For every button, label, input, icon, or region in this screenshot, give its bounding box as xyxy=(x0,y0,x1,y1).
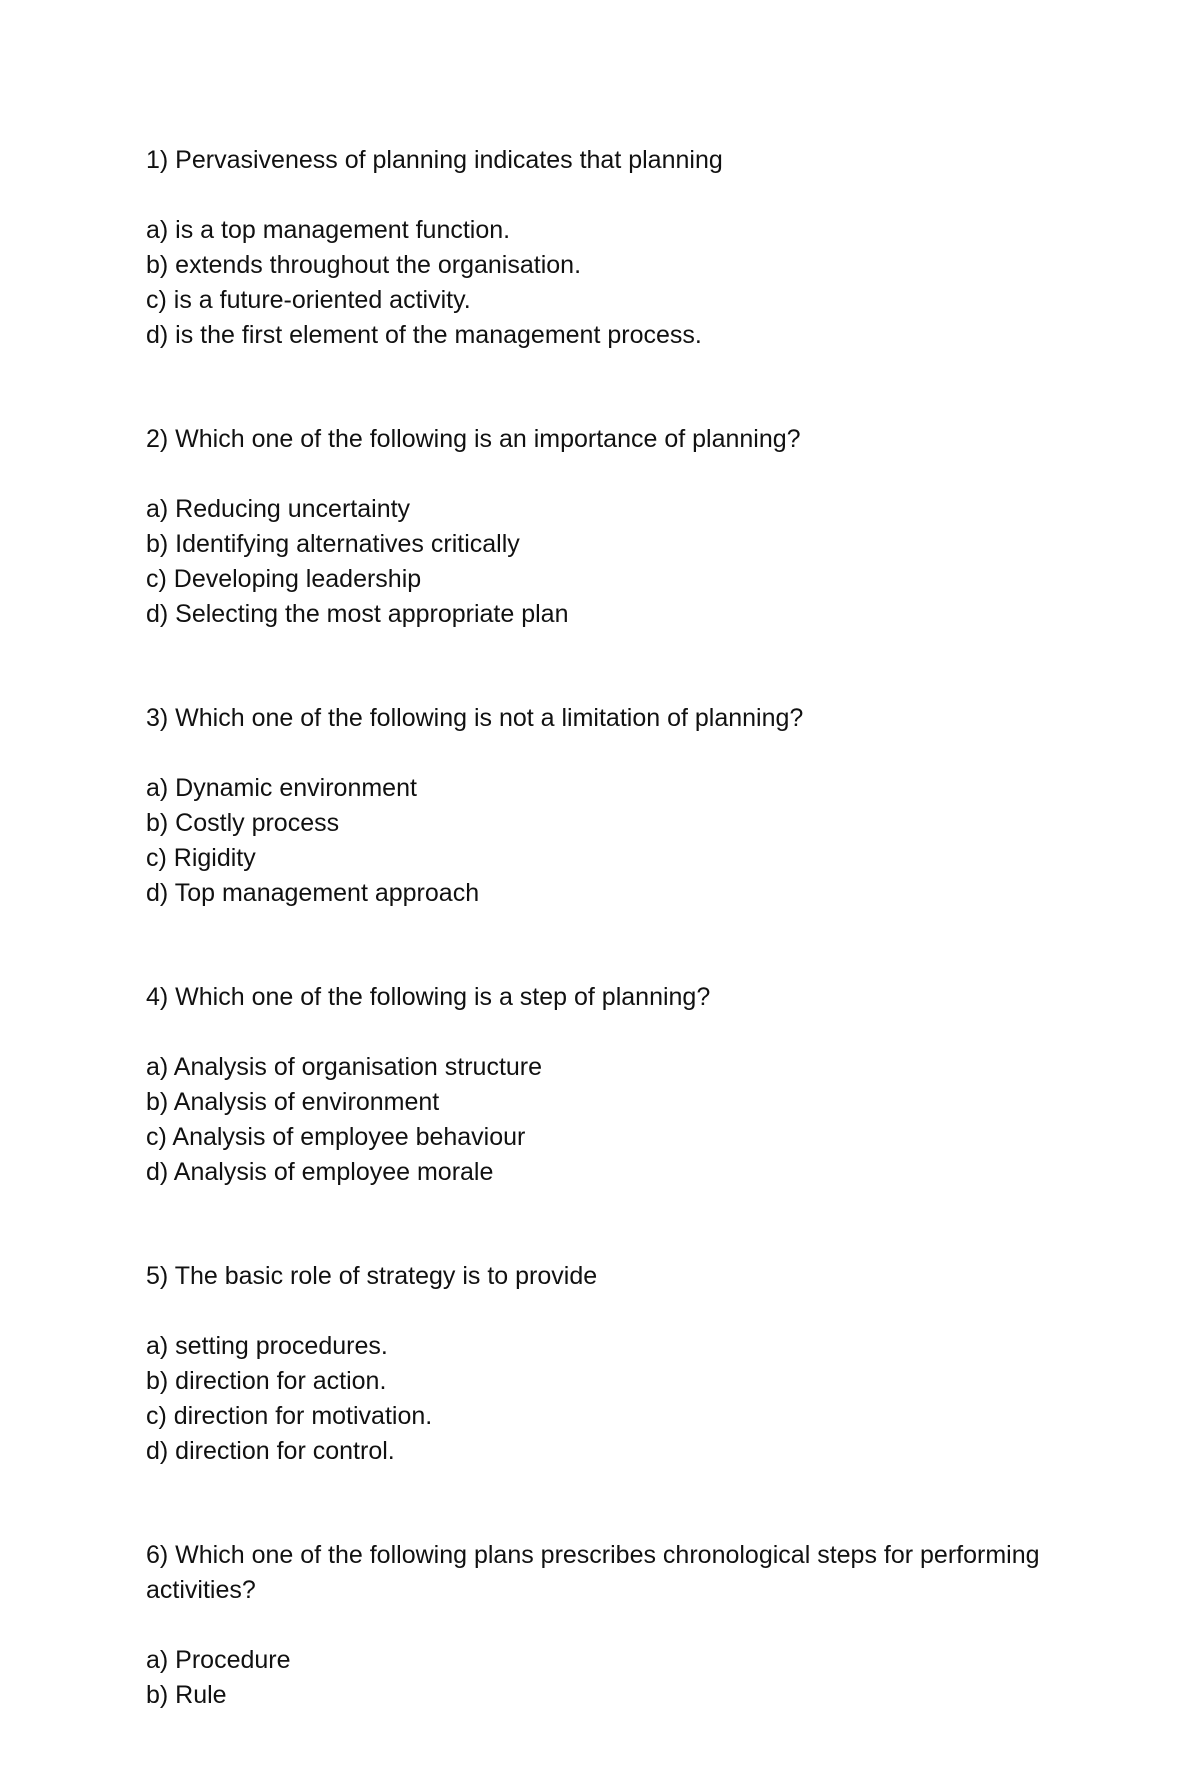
question-list xyxy=(146,143,1046,1782)
option-d: d) Top management approach xyxy=(146,879,480,907)
option-d: d) is the first element of the management process. xyxy=(146,321,702,349)
option-a: a) Procedure xyxy=(146,1646,291,1674)
question-5 xyxy=(146,1259,1046,1469)
question-text: 2) Which one of the following is an importance of planning? xyxy=(146,425,801,453)
question-text: 4) Which one of the following is a step of planning? xyxy=(146,983,711,1011)
option-c: c) is a future-oriented activity. xyxy=(146,286,471,314)
option-c: c) Developing leadership xyxy=(146,565,422,593)
option-a: a) Dynamic environment xyxy=(146,774,417,802)
option-b: b) Rule xyxy=(146,1681,227,1709)
option-c: c) Analysis of employee behaviour xyxy=(146,1123,526,1151)
option-d: d) Selecting the most appropriate plan xyxy=(146,600,569,628)
option-b: b) Identifying alternatives critically xyxy=(146,530,520,558)
option-b: b) extends throughout the organisation. xyxy=(146,251,582,279)
question-3 xyxy=(146,701,1046,911)
option-a: a) is a top management function. xyxy=(146,216,511,244)
question-text: 6) Which one of the following plans prescribes chronological steps for performing activities? xyxy=(146,1541,1040,1604)
question-6 xyxy=(146,1538,1046,1713)
option-d: d) Analysis of employee morale xyxy=(146,1158,494,1186)
question-text: 1) Pervasiveness of planning indicates that planning xyxy=(146,146,723,174)
option-b: b) Costly process xyxy=(146,809,340,837)
option-c: c) direction for motivation. xyxy=(146,1402,433,1430)
option-b: b) direction for action. xyxy=(146,1367,387,1395)
option-a: a) Analysis of organisation structure xyxy=(146,1053,543,1081)
question-1 xyxy=(146,143,1046,353)
option-b: b) Analysis of environment xyxy=(146,1088,440,1116)
question-4 xyxy=(146,980,1046,1190)
option-c: c) Rigidity xyxy=(146,844,256,872)
question-text: 5) The basic role of strategy is to provide xyxy=(146,1262,598,1290)
option-a: a) Reducing uncertainty xyxy=(146,495,411,523)
option-a: a) setting procedures. xyxy=(146,1332,388,1360)
question-text: 3) Which one of the following is not a limitation of planning? xyxy=(146,704,804,732)
question-2 xyxy=(146,422,1046,632)
option-d: d) direction for control. xyxy=(146,1437,395,1465)
